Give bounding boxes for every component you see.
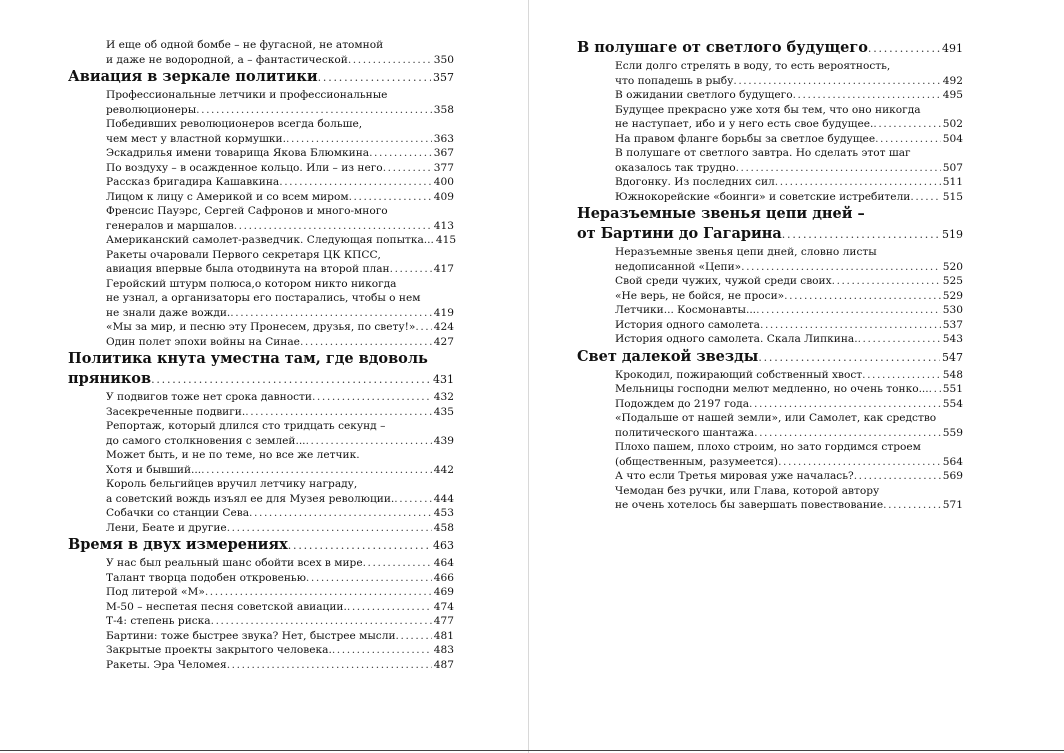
dot-leader <box>741 260 941 275</box>
page-number: 474 <box>433 600 454 613</box>
toc-line <box>106 390 454 405</box>
page-number: 439 <box>433 434 454 447</box>
toc-line <box>615 74 963 89</box>
toc-line <box>68 67 454 88</box>
toc-line <box>106 405 454 420</box>
entry-title: Лицом к лицу с Америкой и со всем миром <box>106 190 349 203</box>
toc-entry <box>577 88 963 103</box>
entry-title: История одного самолета. Скала Липкина. <box>615 333 858 345</box>
entry-title: (общественным, разумеется) <box>615 455 779 468</box>
page-number: 419 <box>433 306 454 319</box>
toc-section-heading <box>577 38 963 59</box>
toc-entry <box>68 248 454 277</box>
toc-entry <box>68 643 454 658</box>
dot-leader <box>347 600 432 615</box>
page-number: 571 <box>942 499 963 511</box>
page-number: 551 <box>942 383 963 395</box>
dot-leader <box>383 161 432 176</box>
toc-line <box>615 190 963 205</box>
page-number: 483 <box>433 644 454 656</box>
dot-leader <box>363 556 432 571</box>
page-number: 432 <box>433 391 454 403</box>
toc-entry <box>68 146 454 161</box>
page-number: 417 <box>433 263 454 275</box>
dot-leader <box>211 614 432 629</box>
dot-leader <box>230 306 431 321</box>
dot-leader <box>286 132 432 147</box>
entry-title: Свой среди чужих, чужой среди своих <box>615 275 832 287</box>
entry-title-line: Френсис Пауэрс, Сергей Сафронов и много-много <box>106 205 388 217</box>
dot-leader <box>396 629 432 644</box>
toc-entry <box>68 190 454 205</box>
toc-section-heading <box>68 67 454 88</box>
toc-line <box>106 233 457 248</box>
entry-title: «Не верь, не бойся, не проси» <box>615 289 785 302</box>
dot-leader <box>227 521 432 536</box>
toc-entry <box>577 469 963 484</box>
entry-title: Лени, Беате и другие <box>106 521 227 534</box>
dot-leader <box>332 643 432 658</box>
section-title-line: Неразъемные звенья цепи дней – <box>577 205 865 222</box>
entry-title: революционеры <box>106 103 197 116</box>
toc-line <box>106 219 454 234</box>
entry-title: Талант творца подобен откровенью <box>106 571 306 584</box>
page-number: 453 <box>433 507 454 519</box>
toc-line <box>106 175 454 190</box>
page-number: 511 <box>942 176 963 188</box>
entry-title: Подождем до 2197 года <box>615 397 750 410</box>
dot-leader <box>910 190 940 205</box>
page-number: 481 <box>433 629 454 642</box>
toc-entry <box>577 382 963 397</box>
page-number: 413 <box>433 219 454 232</box>
dot-leader <box>288 536 431 556</box>
toc-line <box>577 347 963 368</box>
entry-title: Южнокорейские «боинги» и советские истребители <box>615 190 911 203</box>
toc-entry <box>68 571 454 586</box>
entry-title: У нас был реальный шанс обойти всех в мире <box>106 557 363 569</box>
entry-title: оказалось так трудно <box>615 161 736 174</box>
dot-leader <box>784 289 941 304</box>
toc-line <box>615 175 963 190</box>
dot-leader <box>749 397 941 412</box>
page-number: 529 <box>942 289 963 302</box>
toc-entry <box>577 318 963 333</box>
toc-line <box>615 332 963 347</box>
entry-title: и даже не водородной, а – фантастической <box>106 53 348 66</box>
page-number: 495 <box>942 89 963 101</box>
toc-line <box>615 289 963 304</box>
dot-leader <box>782 225 940 245</box>
toc-line <box>106 506 454 521</box>
page-number: 377 <box>433 161 454 174</box>
toc-line <box>615 469 963 484</box>
entry-title-line: «Подальше от нашей земли», или Самолет, как средство <box>615 412 937 424</box>
page-number: 427 <box>433 335 454 348</box>
toc-section-heading <box>68 349 454 390</box>
toc-line <box>615 117 963 132</box>
toc-entry <box>68 88 454 117</box>
toc-line <box>68 369 454 390</box>
toc-entry <box>68 277 454 321</box>
page-number: 507 <box>942 161 963 174</box>
page-number: 548 <box>942 368 963 381</box>
entry-title: что попадешь в рыбу <box>615 74 734 87</box>
dot-leader <box>760 318 941 333</box>
page-number: 492 <box>942 74 963 87</box>
toc-entry <box>68 600 454 615</box>
page-number: 477 <box>433 615 454 627</box>
entry-title: Хотя и бывший... <box>106 463 202 476</box>
page-number: 525 <box>942 275 963 287</box>
dot-leader <box>873 117 940 132</box>
toc-line <box>106 600 454 615</box>
page-number: 519 <box>942 228 963 241</box>
toc-line <box>106 614 454 629</box>
toc-line <box>615 498 963 513</box>
toc-line <box>615 260 963 275</box>
dot-leader <box>349 190 432 205</box>
toc-entry <box>68 419 454 448</box>
entry-title-line: не узнал, а организаторы его постарались, чтобы о нем <box>106 292 421 304</box>
dot-leader <box>249 506 432 521</box>
entry-title: Собачки со станции Сева <box>106 507 250 519</box>
toc-line <box>615 368 963 383</box>
entry-title: По воздуху – в осажденное кольцо. Или – из него <box>106 161 383 174</box>
entry-title: В ожидании светлого будущего <box>615 89 793 101</box>
toc-entry <box>68 38 454 67</box>
toc-entry <box>68 335 454 350</box>
toc-entry <box>577 303 963 318</box>
dot-leader <box>234 219 432 234</box>
dot-leader <box>312 390 432 405</box>
toc-line <box>577 224 963 245</box>
dot-leader <box>854 469 941 484</box>
dot-leader <box>875 132 941 147</box>
page-bottom-edge <box>0 750 1064 751</box>
toc-line <box>106 434 454 449</box>
page-number: 400 <box>433 176 454 188</box>
section-title: Время в двух измерениях <box>68 536 288 553</box>
toc-line <box>106 53 454 68</box>
toc-entry <box>68 117 454 146</box>
toc-line <box>106 463 454 478</box>
entry-title: недописанной «Цепи» <box>615 260 742 273</box>
toc-line <box>68 535 454 556</box>
entry-title: Ракеты. Эра Челомея <box>106 658 227 671</box>
entry-title: Вдогонку. Из последних сил <box>615 176 775 188</box>
toc-entry <box>577 190 963 205</box>
entry-title: Т-4: степень риска <box>106 615 211 627</box>
left-page <box>0 0 528 753</box>
entry-title-line: Геройский штурм полюса,о котором никто никогда <box>106 277 397 290</box>
toc-entry <box>68 521 454 536</box>
entry-title: генералов и маршалов <box>106 219 234 232</box>
toc-entry <box>68 506 454 521</box>
toc-entry <box>577 289 963 304</box>
entry-title: не знали даже вожди. <box>106 306 231 319</box>
section-title: от Бартини до Гагарина <box>577 225 782 242</box>
toc-line <box>615 382 963 397</box>
dot-leader <box>151 370 431 390</box>
entry-title: Закрытые проекты закрытого человека. <box>106 644 332 656</box>
toc-section-heading <box>68 535 454 556</box>
entry-title-line: Может быть, и не по теме, но все же летчик. <box>106 449 360 461</box>
entry-title: Эскадрилья имени товарища Якова Блюмкина <box>106 147 370 159</box>
section-title: В полушаге от светлого будущего <box>577 39 868 56</box>
dot-leader <box>929 382 941 397</box>
toc-section-heading <box>577 347 963 368</box>
section-title: пряников <box>68 370 152 387</box>
page-number: 487 <box>433 658 454 671</box>
dot-leader <box>758 348 940 368</box>
dot-leader <box>862 368 941 383</box>
entry-title: а советский вождь изъял ее для Музея революции. <box>106 492 395 505</box>
dot-leader <box>736 161 941 176</box>
entry-title-line: Профессиональные летчики и профессиональные <box>106 89 388 101</box>
page-number: 357 <box>433 71 454 84</box>
page-number: 458 <box>433 521 454 534</box>
toc-column-right <box>577 38 963 513</box>
toc-entry <box>577 411 963 440</box>
toc-line <box>577 38 963 59</box>
toc-entry <box>577 132 963 147</box>
page-number: 409 <box>433 190 454 203</box>
entry-title: Засекреченные подвиги. <box>106 405 246 418</box>
toc-line <box>106 658 454 673</box>
toc-line <box>106 146 454 161</box>
page-number: 547 <box>942 350 963 364</box>
dot-leader <box>778 455 941 470</box>
toc-entry <box>68 614 454 629</box>
dot-leader <box>733 74 940 89</box>
toc-entry <box>68 320 454 335</box>
toc-entry <box>577 440 963 469</box>
dot-leader <box>196 103 432 118</box>
entry-title: Крокодил, пожирающий собственный хвост <box>615 368 863 381</box>
page-number: 415 <box>435 234 457 246</box>
toc-column-left <box>68 38 457 672</box>
entry-title: У подвигов тоже нет срока давности <box>106 391 312 403</box>
page-number: 424 <box>433 321 454 333</box>
toc-line <box>106 132 454 147</box>
entry-title: Рассказ бригадира Кашавкина <box>106 176 280 188</box>
dot-leader <box>775 175 941 190</box>
dot-leader <box>318 68 431 88</box>
toc-entry <box>68 585 454 600</box>
toc-line <box>106 629 454 644</box>
entry-title: Летчики... Космонавты... <box>615 304 757 316</box>
entry-title-line: Чемодан без ручки, или Глава, которой автору <box>615 484 880 497</box>
toc-line <box>615 318 963 333</box>
dot-leader <box>415 320 431 335</box>
toc-line <box>106 556 454 571</box>
dot-leader <box>279 175 432 190</box>
dot-leader <box>227 658 432 673</box>
toc-entry <box>68 161 454 176</box>
page-number: 469 <box>433 586 454 598</box>
page-number: 569 <box>942 470 963 482</box>
entry-title: Мельницы господни мелют медленно, но очень тонко... <box>615 383 929 395</box>
page-number: 358 <box>433 103 454 116</box>
toc-entry <box>577 103 963 132</box>
page-number: 543 <box>942 333 963 345</box>
toc-line <box>106 103 454 118</box>
page-number: 530 <box>942 304 963 316</box>
toc-entry <box>68 556 454 571</box>
page-number: 491 <box>942 42 963 55</box>
toc-line <box>615 303 963 318</box>
entry-title: Американский самолет-разведчик. Следующая попытка... <box>106 234 434 246</box>
entry-title-line: В полушаге от светлого завтра. Но сделать этот шаг <box>615 147 911 159</box>
entry-title: не наступает, ибо и у него есть свое будущее. <box>615 118 874 130</box>
entry-title: авиация впервые была отодвинута на второй план <box>106 263 390 275</box>
entry-title: История одного самолета <box>615 318 760 331</box>
toc-line <box>106 643 454 658</box>
toc-line <box>106 161 454 176</box>
toc-entry <box>577 368 963 383</box>
toc-line <box>615 455 963 470</box>
entry-title: Бартини: тоже быстрее звука? Нет, быстрее мысли <box>106 629 396 642</box>
page-number: 537 <box>942 318 963 331</box>
toc-entry <box>577 245 963 274</box>
dot-leader <box>369 146 432 161</box>
page-number: 464 <box>433 557 454 569</box>
toc-line <box>615 397 963 412</box>
dot-leader <box>883 498 941 513</box>
dot-leader <box>245 405 432 420</box>
dot-leader <box>300 335 432 350</box>
toc-entry <box>577 274 963 289</box>
toc-line <box>615 161 963 176</box>
page-number: 350 <box>433 53 454 66</box>
entry-title: На правом фланге борьбы за светлое будущее <box>615 132 876 145</box>
section-title-line: Политика кнута уместна там, где вдоволь <box>68 350 428 367</box>
page-number: 444 <box>433 492 454 505</box>
toc-entry <box>68 629 454 644</box>
toc-line <box>615 132 963 147</box>
section-title: Авиация в зеркале политики <box>68 68 318 85</box>
page-number: 515 <box>942 190 963 203</box>
dot-leader <box>793 88 941 103</box>
page-number: 504 <box>942 132 963 145</box>
dot-leader <box>756 303 941 318</box>
section-title: Свет далекой звезды <box>577 347 759 365</box>
page-number: 502 <box>942 118 963 130</box>
entry-title-line: Репортаж, который длился сто тридцать секунд – <box>106 420 386 432</box>
entry-title: Один полет эпохи войны на Синае <box>106 335 300 348</box>
entry-title: не очень хотелось бы завершать повествование <box>615 499 884 511</box>
entry-title: «Мы за мир, и песню эту Пронесем, друзья, по свету!» <box>106 321 416 333</box>
dot-leader <box>868 39 940 59</box>
entry-title-line: Плохо пашем, плохо строим, но зато гордимся строем <box>615 441 921 453</box>
toc-line <box>615 274 963 289</box>
page-number: 431 <box>433 373 454 386</box>
page-number: 367 <box>433 147 454 159</box>
entry-title: чем мест у властной кормушки. <box>106 132 286 145</box>
dot-leader <box>306 434 432 449</box>
dot-leader <box>201 463 432 478</box>
page-number: 466 <box>433 571 454 584</box>
entry-title: А что если Третья мировая уже началась? <box>615 470 854 482</box>
toc-entry <box>68 175 454 190</box>
page-number: 442 <box>433 463 454 476</box>
toc-line <box>106 320 454 335</box>
toc-line <box>615 426 963 441</box>
entry-title-line: Будущее прекрасно уже хотя бы тем, что оно никогда <box>615 103 921 116</box>
page-number: 559 <box>942 426 963 439</box>
toc-line <box>106 262 454 277</box>
entry-title-line: Король бельгийцев вручил летчику награду, <box>106 478 358 490</box>
toc-entry <box>68 233 457 248</box>
entry-title-line: Неразъемные звенья цепи дней, словно листы <box>615 246 877 258</box>
entry-title-line: Ракеты очаровали Первого секретаря ЦК КПСС, <box>106 248 381 261</box>
dot-leader <box>306 571 432 586</box>
toc-entry <box>577 397 963 412</box>
toc-section-heading <box>577 204 963 245</box>
toc-entry <box>577 332 963 347</box>
dot-leader <box>832 274 941 289</box>
toc-entry <box>68 477 454 506</box>
toc-line <box>106 492 454 507</box>
toc-entry <box>68 448 454 477</box>
toc-line <box>106 190 454 205</box>
entry-title-line: И еще об одной бомбе – не фугасной, не атомной <box>106 39 384 51</box>
page-number: 463 <box>433 539 454 552</box>
toc-entry <box>68 204 454 233</box>
page-number: 435 <box>433 405 454 418</box>
dot-leader <box>390 262 432 277</box>
toc-entry <box>68 658 454 673</box>
toc-entry <box>68 390 454 405</box>
page-number: 363 <box>433 132 454 145</box>
toc-line <box>106 585 454 600</box>
toc-line <box>106 521 454 536</box>
toc-line <box>106 571 454 586</box>
dot-leader <box>394 492 431 507</box>
page-number: 554 <box>942 397 963 410</box>
dot-leader <box>205 585 432 600</box>
toc-entry <box>577 484 963 513</box>
page-number: 520 <box>942 260 963 273</box>
toc-entry <box>577 59 963 88</box>
page-number: 564 <box>942 455 963 468</box>
toc-entry <box>68 405 454 420</box>
dot-leader <box>754 426 941 441</box>
right-page <box>529 0 1064 753</box>
entry-title-line: Если долго стрелять в воду, то есть вероятность, <box>615 60 891 72</box>
entry-title: Под литерой «М» <box>106 586 205 598</box>
entry-title: М-50 – неспетая песня советской авиации. <box>106 600 347 613</box>
entry-title-line: Победивших революционеров всегда больше, <box>106 118 363 130</box>
entry-title: до самого столкновения с землей... <box>106 434 306 447</box>
toc-line <box>106 335 454 350</box>
toc-line <box>106 306 454 321</box>
entry-title: политического шантажа <box>615 426 755 439</box>
dot-leader <box>348 53 432 68</box>
toc-line <box>615 88 963 103</box>
toc-entry <box>577 146 963 175</box>
toc-entry <box>577 175 963 190</box>
dot-leader <box>858 332 941 347</box>
